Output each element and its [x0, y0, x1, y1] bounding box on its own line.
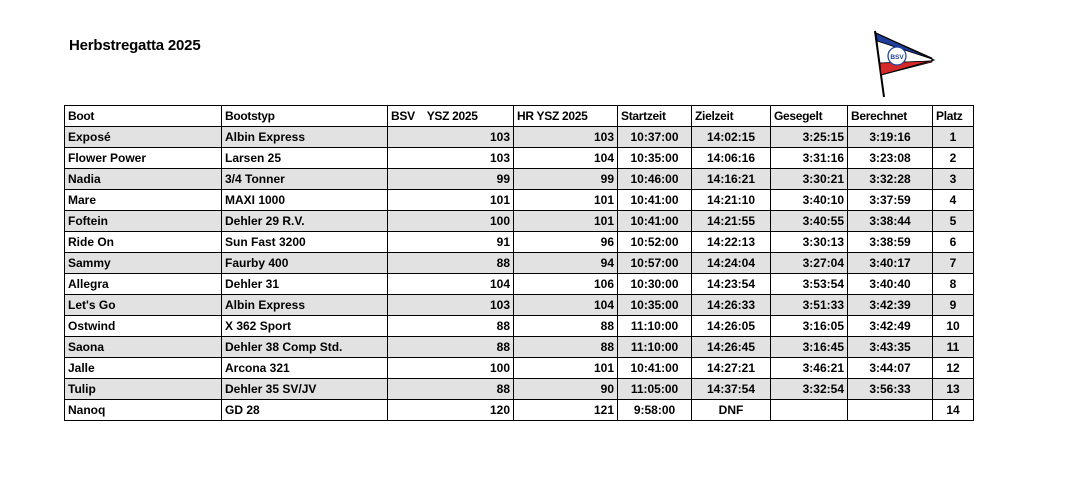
cell-zielzeit: 14:26:33: [692, 295, 771, 316]
cell-startzeit: 10:35:00: [618, 148, 692, 169]
cell-zielzeit: 14:06:16: [692, 148, 771, 169]
results-table: [64, 105, 974, 421]
cell-berechnet: 3:56:33: [848, 379, 933, 400]
table-row: [65, 253, 974, 274]
cell-startzeit: 10:52:00: [618, 232, 692, 253]
cell-bsv-ysz: 88: [388, 337, 514, 358]
cell-startzeit: 10:37:00: [618, 127, 692, 148]
cell-startzeit: 9:58:00: [618, 400, 692, 421]
cell-hr-ysz: 88: [514, 337, 618, 358]
cell-zielzeit: 14:26:05: [692, 316, 771, 337]
cell-zielzeit: 14:02:15: [692, 127, 771, 148]
cell-bootstyp: MAXI 1000: [222, 190, 388, 211]
cell-boot: Ostwind: [65, 316, 222, 337]
cell-berechnet: 3:38:44: [848, 211, 933, 232]
header-startzeit: Startzeit: [618, 106, 692, 127]
cell-platz: 9: [933, 295, 974, 316]
cell-hr-ysz: 101: [514, 358, 618, 379]
cell-berechnet: [848, 400, 933, 421]
cell-bootstyp: Faurby 400: [222, 253, 388, 274]
cell-startzeit: 10:41:00: [618, 190, 692, 211]
cell-bootstyp: Sun Fast 3200: [222, 232, 388, 253]
cell-bsv-ysz: 103: [388, 127, 514, 148]
table-row: [65, 232, 974, 253]
cell-boot: Nadia: [65, 169, 222, 190]
cell-bsv-ysz: 100: [388, 211, 514, 232]
cell-zielzeit: 14:37:54: [692, 379, 771, 400]
cell-hr-ysz: 106: [514, 274, 618, 295]
cell-bsv-ysz: 88: [388, 253, 514, 274]
header-bootstyp: Bootstyp: [222, 106, 388, 127]
cell-platz: 3: [933, 169, 974, 190]
cell-bootstyp: GD 28: [222, 400, 388, 421]
cell-bsv-ysz: 99: [388, 169, 514, 190]
cell-platz: 5: [933, 211, 974, 232]
cell-boot: Sammy: [65, 253, 222, 274]
cell-hr-ysz: 94: [514, 253, 618, 274]
cell-bootstyp: X 362 Sport: [222, 316, 388, 337]
cell-platz: 13: [933, 379, 974, 400]
cell-berechnet: 3:38:59: [848, 232, 933, 253]
cell-bsv-ysz: 103: [388, 148, 514, 169]
cell-startzeit: 10:35:00: [618, 295, 692, 316]
cell-bootstyp: Dehler 31: [222, 274, 388, 295]
cell-hr-ysz: 90: [514, 379, 618, 400]
cell-berechnet: 3:19:16: [848, 127, 933, 148]
cell-platz: 7: [933, 253, 974, 274]
cell-platz: 8: [933, 274, 974, 295]
cell-boot: Jalle: [65, 358, 222, 379]
header-boot: Boot: [65, 106, 222, 127]
cell-bsv-ysz: 104: [388, 274, 514, 295]
cell-berechnet: 3:44:07: [848, 358, 933, 379]
cell-startzeit: 10:30:00: [618, 274, 692, 295]
page-title: Herbstregatta 2025: [69, 37, 201, 54]
cell-boot: Tulip: [65, 379, 222, 400]
burgee-text: BSV: [890, 54, 904, 61]
cell-bootstyp: Dehler 38 Comp Std.: [222, 337, 388, 358]
cell-platz: 12: [933, 358, 974, 379]
cell-gesegelt: [771, 400, 848, 421]
cell-hr-ysz: 103: [514, 127, 618, 148]
cell-berechnet: 3:32:28: [848, 169, 933, 190]
cell-berechnet: 3:37:59: [848, 190, 933, 211]
cell-hr-ysz: 88: [514, 316, 618, 337]
cell-boot: Flower Power: [65, 148, 222, 169]
cell-bootstyp: Larsen 25: [222, 148, 388, 169]
table-row: [65, 190, 974, 211]
cell-zielzeit: 14:22:13: [692, 232, 771, 253]
cell-platz: 14: [933, 400, 974, 421]
cell-startzeit: 11:05:00: [618, 379, 692, 400]
cell-bsv-ysz: 100: [388, 358, 514, 379]
cell-gesegelt: 3:16:05: [771, 316, 848, 337]
cell-zielzeit: 14:21:55: [692, 211, 771, 232]
header-row: [65, 106, 974, 127]
cell-platz: 6: [933, 232, 974, 253]
cell-boot: Allegra: [65, 274, 222, 295]
table-row: [65, 316, 974, 337]
cell-zielzeit: DNF: [692, 400, 771, 421]
bsv-burgee-logo: [862, 25, 942, 100]
cell-startzeit: 11:10:00: [618, 337, 692, 358]
cell-boot: Saona: [65, 337, 222, 358]
header-hr-ysz: HR YSZ 2025: [514, 106, 618, 127]
cell-bsv-ysz: 120: [388, 400, 514, 421]
cell-hr-ysz: 96: [514, 232, 618, 253]
cell-hr-ysz: 101: [514, 190, 618, 211]
cell-hr-ysz: 101: [514, 211, 618, 232]
cell-zielzeit: 14:21:10: [692, 190, 771, 211]
table-row: [65, 274, 974, 295]
cell-startzeit: 10:41:00: [618, 211, 692, 232]
cell-bootstyp: Dehler 29 R.V.: [222, 211, 388, 232]
cell-platz: 10: [933, 316, 974, 337]
cell-startzeit: 11:10:00: [618, 316, 692, 337]
cell-gesegelt: 3:40:55: [771, 211, 848, 232]
cell-bootstyp: 3/4 Tonner: [222, 169, 388, 190]
table-row: [65, 358, 974, 379]
header-gesegelt: Gesegelt: [771, 106, 848, 127]
cell-zielzeit: 14:16:21: [692, 169, 771, 190]
cell-gesegelt: 3:32:54: [771, 379, 848, 400]
cell-berechnet: 3:42:39: [848, 295, 933, 316]
cell-gesegelt: 3:16:45: [771, 337, 848, 358]
cell-boot: Ride On: [65, 232, 222, 253]
cell-bootstyp: Albin Express: [222, 127, 388, 148]
cell-gesegelt: 3:31:16: [771, 148, 848, 169]
cell-gesegelt: 3:40:10: [771, 190, 848, 211]
cell-zielzeit: 14:26:45: [692, 337, 771, 358]
table-row: [65, 127, 974, 148]
cell-boot: Nanoq: [65, 400, 222, 421]
table-row: [65, 148, 974, 169]
header-platz: Platz: [933, 106, 974, 127]
cell-zielzeit: 14:23:54: [692, 274, 771, 295]
cell-berechnet: 3:40:40: [848, 274, 933, 295]
cell-hr-ysz: 99: [514, 169, 618, 190]
cell-zielzeit: 14:24:04: [692, 253, 771, 274]
cell-startzeit: 10:41:00: [618, 358, 692, 379]
cell-startzeit: 10:57:00: [618, 253, 692, 274]
cell-boot: Mare: [65, 190, 222, 211]
table-row: [65, 337, 974, 358]
cell-bootstyp: Albin Express: [222, 295, 388, 316]
cell-gesegelt: 3:30:13: [771, 232, 848, 253]
cell-platz: 4: [933, 190, 974, 211]
cell-bsv-ysz: 88: [388, 379, 514, 400]
cell-zielzeit: 14:27:21: [692, 358, 771, 379]
cell-bsv-ysz: 91: [388, 232, 514, 253]
table-row: [65, 400, 974, 421]
table-row: [65, 211, 974, 232]
cell-bsv-ysz: 101: [388, 190, 514, 211]
cell-platz: 11: [933, 337, 974, 358]
cell-gesegelt: 3:25:15: [771, 127, 848, 148]
header-berechnet: Berechnet: [848, 106, 933, 127]
cell-gesegelt: 3:46:21: [771, 358, 848, 379]
cell-hr-ysz: 104: [514, 295, 618, 316]
table-row: [65, 379, 974, 400]
cell-platz: 2: [933, 148, 974, 169]
cell-boot: Let's Go: [65, 295, 222, 316]
cell-hr-ysz: 104: [514, 148, 618, 169]
cell-berechnet: 3:43:35: [848, 337, 933, 358]
cell-startzeit: 10:46:00: [618, 169, 692, 190]
cell-bootstyp: Arcona 321: [222, 358, 388, 379]
cell-berechnet: 3:23:08: [848, 148, 933, 169]
cell-gesegelt: 3:51:33: [771, 295, 848, 316]
cell-hr-ysz: 121: [514, 400, 618, 421]
table-row: [65, 295, 974, 316]
table-row: [65, 169, 974, 190]
cell-platz: 1: [933, 127, 974, 148]
cell-bootstyp: Dehler 35 SV/JV: [222, 379, 388, 400]
cell-berechnet: 3:42:49: [848, 316, 933, 337]
header-bsv-ysz: BSV YSZ 2025: [388, 106, 514, 127]
cell-gesegelt: 3:27:04: [771, 253, 848, 274]
cell-bsv-ysz: 88: [388, 316, 514, 337]
cell-boot: Foftein: [65, 211, 222, 232]
cell-boot: Exposé: [65, 127, 222, 148]
cell-bsv-ysz: 103: [388, 295, 514, 316]
header-zielzeit: Zielzeit: [692, 106, 771, 127]
cell-gesegelt: 3:53:54: [771, 274, 848, 295]
cell-gesegelt: 3:30:21: [771, 169, 848, 190]
cell-berechnet: 3:40:17: [848, 253, 933, 274]
